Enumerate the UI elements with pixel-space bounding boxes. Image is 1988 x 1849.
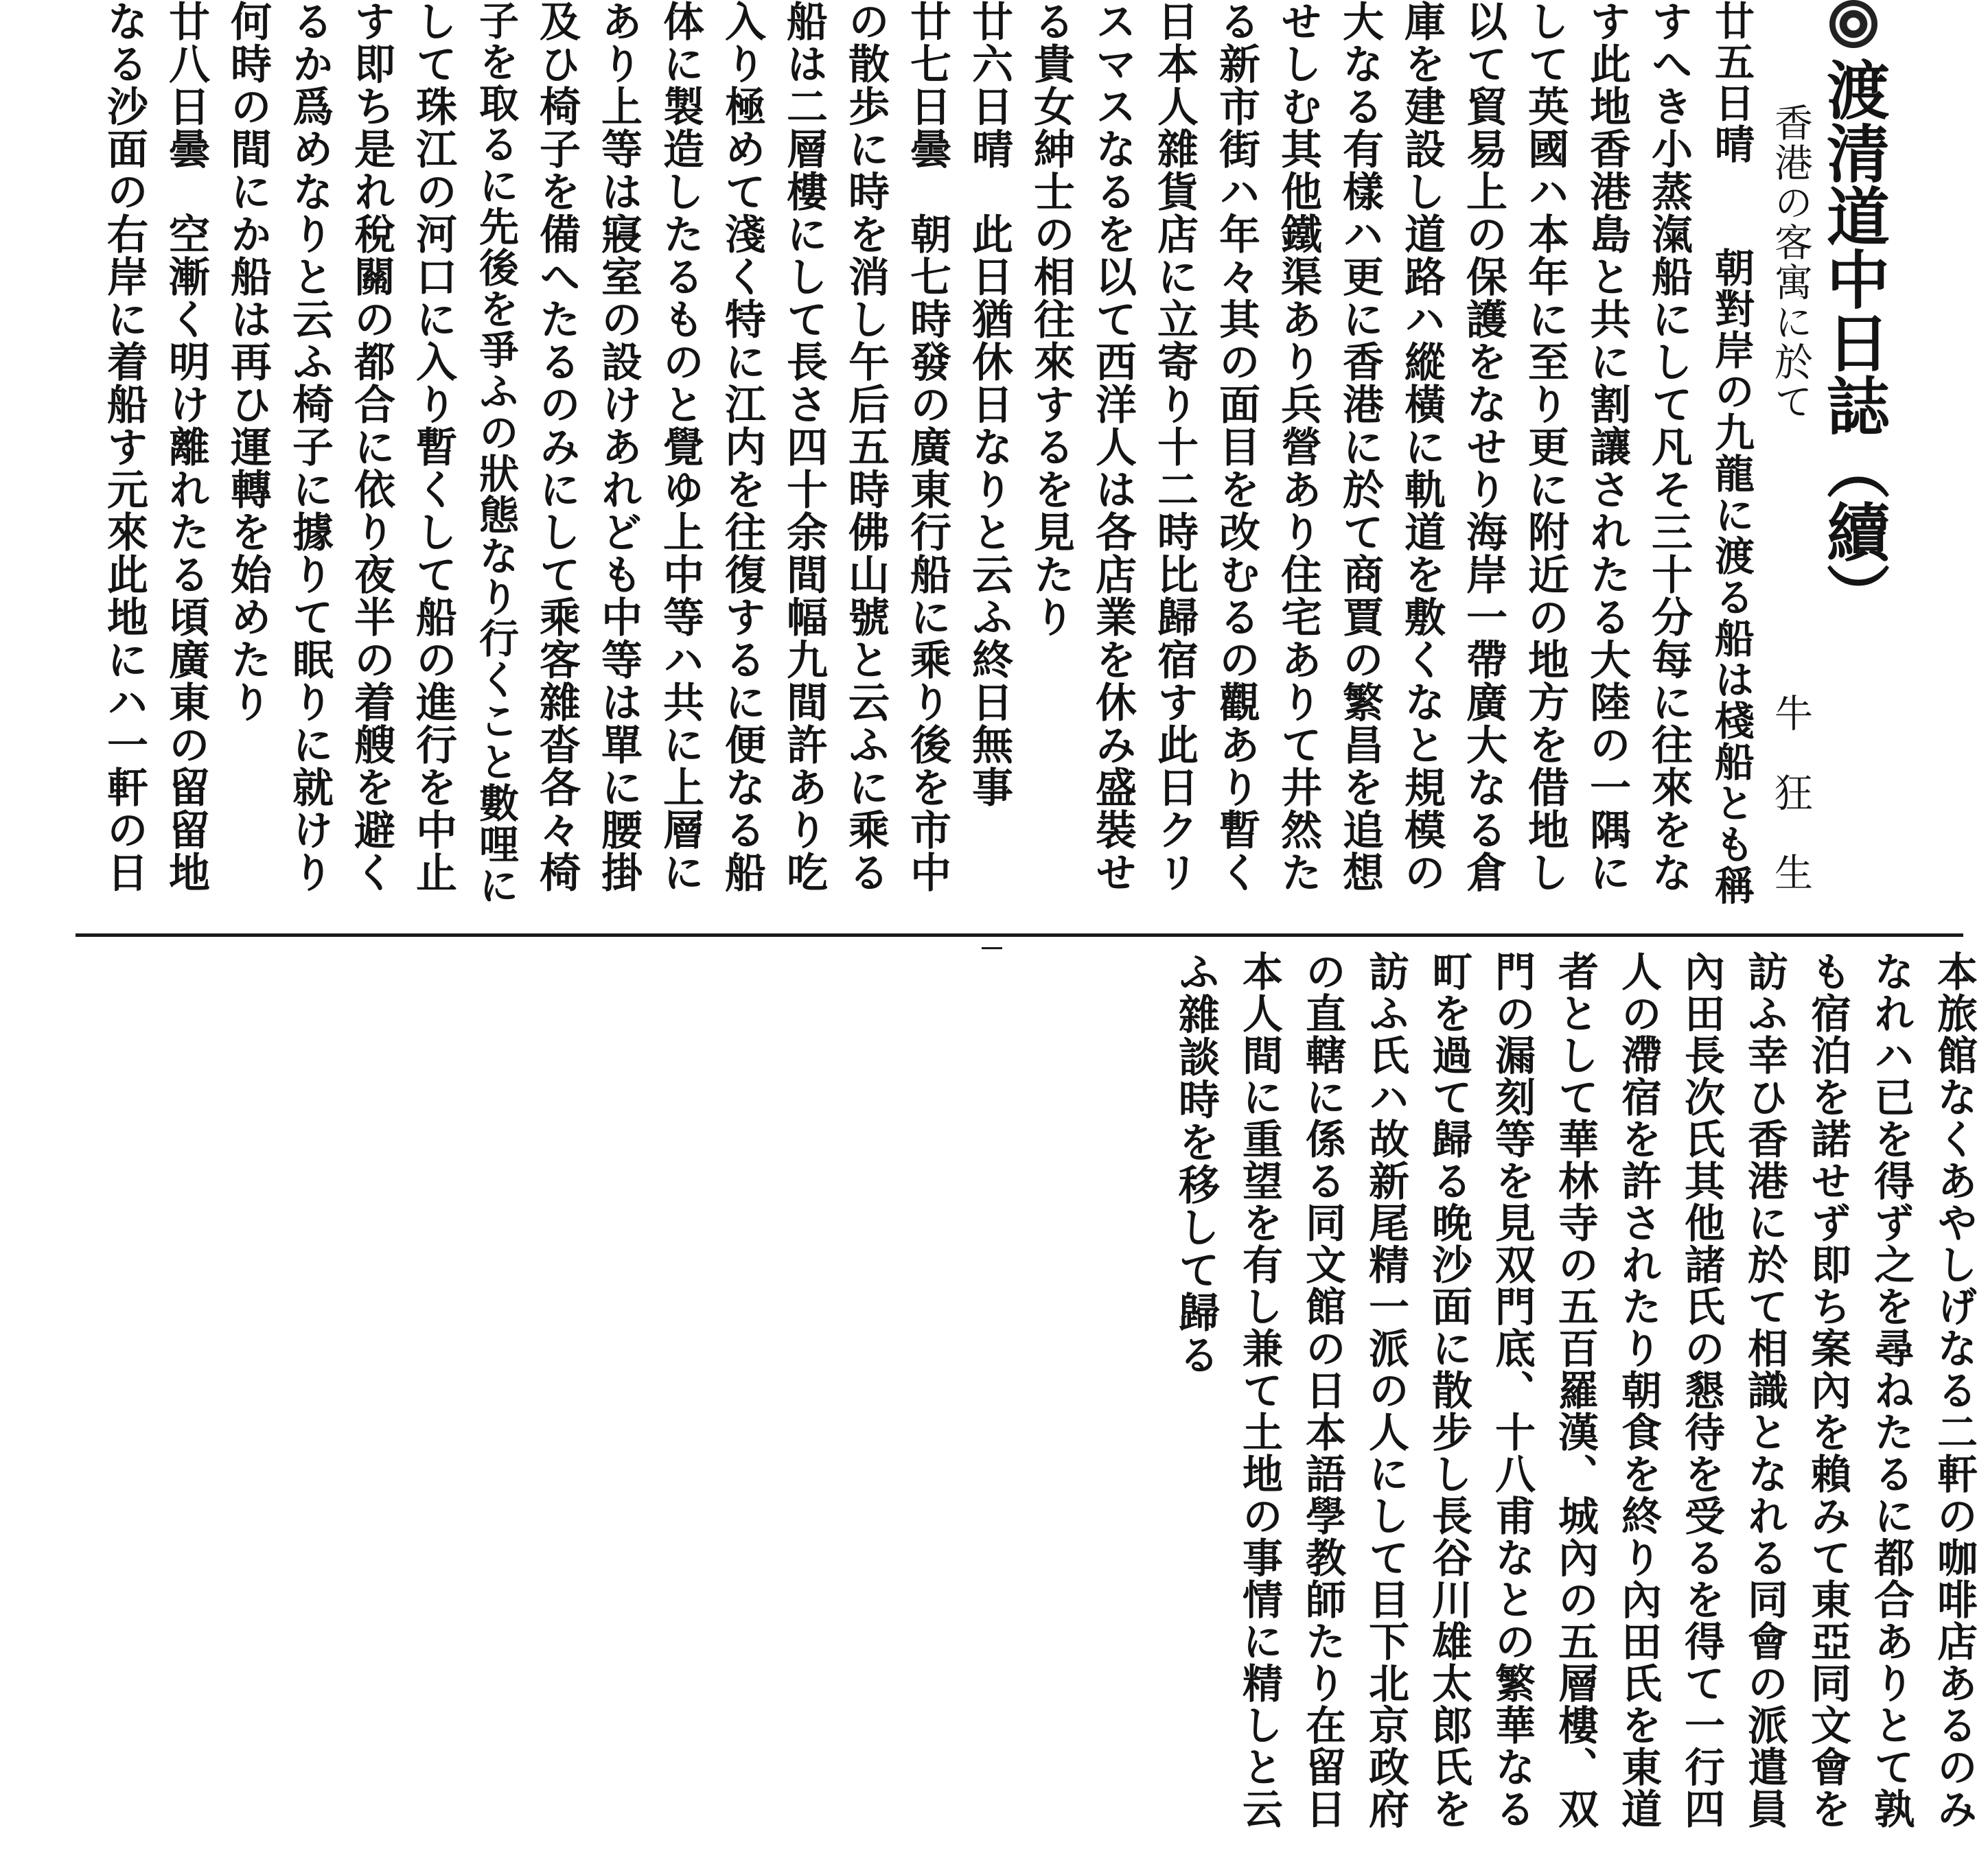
text-column: スマスなるを以て西洋人は各店業を休み盛裝せ	[1089, 0, 1137, 894]
text-column: あり上等は寢室の設けあれども中等は單に腰掛	[594, 0, 643, 894]
article-author: 牛 狂 生	[1768, 693, 1813, 892]
text-column: 本旅館なくあやしげなる二軒の咖啡店あるのみ	[1930, 951, 1978, 1830]
text-column: せしむ其他鐵渠あり兵營あり住宅ありて井然た	[1274, 0, 1322, 894]
text-column: なれハ已を得ず之を尋ねたるに都合ありとて孰	[1867, 951, 1915, 1830]
text-column: すへき小蒸滊船にして凡そ三十分每に往來をな	[1645, 0, 1693, 894]
text-column: 訪ふ氏ハ故新尾精一派の人にして目下北京政府	[1362, 951, 1409, 1830]
text-column: る新市街ハ年々其の面目を改むるの觀あり暫く	[1212, 0, 1260, 894]
text-column: る貴女紳士の相往來するを見たり	[1027, 0, 1075, 638]
text-column: の直轄に係る同文館の日本語學教師たり在留日	[1299, 951, 1346, 1830]
text-column: 廿八日曇 空漸く明け離れたる頃廣東の留留地	[162, 0, 210, 894]
text-column: して珠江の河口に入り暫くして船の進行を中止	[409, 0, 457, 894]
text-column: す即ち是れ稅關の都合に依り夜半の着艘を避く	[347, 0, 395, 894]
text-column: 体に製造したるものと覺ゆ上中等ハ共に上層に	[656, 0, 704, 894]
text-column: 日本人雜貨店に立寄り十二時比歸宿す此日クリ	[1151, 0, 1199, 894]
text-column: 訪ふ幸ひ香港に於て相識となれる同會の派遣員	[1741, 951, 1788, 1830]
text-column: 者として華林寺の五百羅漢、城內の五層樓、双	[1551, 951, 1599, 1830]
text-column: す此地香港島と共に割讓されたる大陸の一隅に	[1583, 0, 1631, 894]
text-column: の散歩に時を消し午后五時佛山號と云ふに乘る	[842, 0, 890, 894]
text-column: るか爲めなりと云ふ椅子に據りて眠りに就けり	[286, 0, 334, 894]
text-column: 庫を建設し道路ハ縱橫に軌道を敷くなと規模の	[1398, 0, 1446, 894]
text-column: 子を取るに先後を爭ふの狀態なり行くこと數哩に	[472, 0, 519, 906]
text-column: 大なる有樣ハ更に香港に於て商賈の繁昌を追想	[1336, 0, 1384, 894]
text-column: 船は二層樓にして長さ四十余間幅九間許あり吃	[780, 0, 828, 894]
text-column: 人の滯宿を許されたり朝食を終り內田氏を東道	[1615, 951, 1662, 1830]
text-column: 廿五日晴 朝對岸の九龍に渡る船は棧船とも稱	[1708, 0, 1755, 906]
text-column: して英國ハ本年に至り更に附近の地方を借地し	[1521, 0, 1569, 894]
article-title-mark-icon	[1829, 0, 1877, 48]
text-column: 及ひ椅子を備へたるのみにして乘客雜沓各々椅	[533, 0, 581, 894]
text-column: 本人間に重望を有し兼て土地の事情に精しと云	[1236, 951, 1283, 1830]
text-column: 入り極めて淺く特に江内を往復するに便なる船	[718, 0, 766, 894]
text-column: 門の漏刻等を見双門底、十八甫なとの繁華なる	[1488, 951, 1536, 1830]
text-column: なる沙面の右岸に着船す元來此地にハ一軒の日	[100, 0, 148, 894]
text-column: 何時の間にか船は再ひ運轉を始めたり	[224, 0, 272, 723]
section-divider-mark	[982, 947, 1002, 949]
text-column: 廿七日曇 朝七時發の廣東行船に乘り後を市中	[903, 0, 951, 894]
article-subtitle: 香港の客寓に於て	[1768, 103, 1813, 421]
section-divider	[76, 933, 1963, 937]
text-column: ふ雜談時を移して歸る	[1172, 951, 1220, 1376]
text-column: も宿泊を諾せず即ち案內を賴みて東亞同文會を	[1804, 951, 1851, 1830]
text-column: 內田長次氏其他諸氏の懇待を受るを得て一行四	[1678, 951, 1725, 1830]
text-column: 廿六日晴 此日猶休日なりと云ふ終日無事	[965, 0, 1013, 809]
text-column: 以て貿易上の保護をなせり海岸一帶廣大なる倉	[1459, 0, 1507, 894]
text-column: 町を過て歸る晚沙面に散步し長谷川雄太郎氏を	[1425, 951, 1472, 1830]
article-title: 渡清道中日誌（續）	[1822, 0, 1885, 626]
